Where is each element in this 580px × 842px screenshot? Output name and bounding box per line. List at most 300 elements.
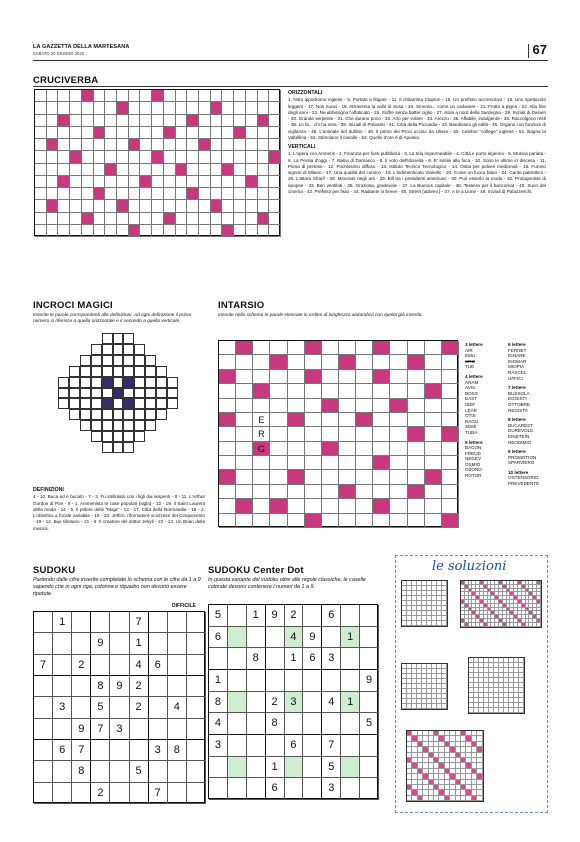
crossword-cell[interactable] bbox=[269, 225, 281, 237]
crossword-cell[interactable] bbox=[258, 127, 270, 139]
crossword-cell[interactable] bbox=[105, 151, 117, 163]
sudoku-cell[interactable] bbox=[360, 692, 379, 714]
intarsio-cell[interactable] bbox=[253, 485, 270, 499]
sudoku-grid[interactable] bbox=[33, 611, 205, 803]
sudoku-cell[interactable] bbox=[34, 783, 53, 804]
crossword-cell[interactable] bbox=[70, 127, 82, 139]
crossword-cell[interactable] bbox=[211, 90, 223, 102]
crossword-cell[interactable] bbox=[82, 139, 94, 151]
intarsio-cell[interactable] bbox=[442, 384, 459, 398]
crossword-cell[interactable] bbox=[187, 213, 199, 225]
sudoku-cell[interactable] bbox=[303, 778, 322, 800]
crossword-cell[interactable] bbox=[269, 200, 281, 212]
crossword-cell[interactable] bbox=[82, 225, 94, 237]
crossword-cell[interactable] bbox=[234, 200, 246, 212]
crossword-cell[interactable] bbox=[258, 200, 270, 212]
crossword-cell[interactable] bbox=[129, 164, 141, 176]
intarsio-cell[interactable] bbox=[236, 485, 253, 499]
crossword-cell[interactable] bbox=[269, 115, 281, 127]
crossword-cell[interactable] bbox=[187, 200, 199, 212]
magic-cell[interactable] bbox=[113, 333, 124, 344]
crossword-cell[interactable] bbox=[117, 176, 129, 188]
crossword-cell[interactable] bbox=[164, 164, 176, 176]
sudoku-cell[interactable] bbox=[266, 735, 285, 757]
crossword-cell[interactable] bbox=[164, 151, 176, 163]
crossword-cell[interactable] bbox=[211, 188, 223, 200]
sudoku-cell[interactable] bbox=[110, 697, 129, 718]
magic-cell[interactable] bbox=[134, 398, 145, 409]
crossword-cell[interactable] bbox=[211, 164, 223, 176]
intarsio-cell[interactable] bbox=[390, 499, 407, 513]
crossword-cell[interactable] bbox=[164, 176, 176, 188]
crossword-cell[interactable] bbox=[82, 176, 94, 188]
magic-cell[interactable] bbox=[145, 398, 156, 409]
crossword-cell[interactable] bbox=[35, 102, 47, 114]
magic-cell[interactable] bbox=[102, 409, 113, 420]
crossword-cell[interactable] bbox=[246, 200, 258, 212]
intarsio-cell[interactable] bbox=[288, 370, 305, 384]
intarsio-cell[interactable] bbox=[373, 485, 390, 499]
sudoku-cell[interactable] bbox=[168, 783, 187, 804]
sudoku-cell[interactable] bbox=[209, 648, 228, 670]
intarsio-cell[interactable] bbox=[322, 427, 339, 441]
sudoku-cell[interactable] bbox=[149, 719, 168, 740]
sudoku-cell[interactable] bbox=[285, 713, 304, 735]
intarsio-cell[interactable] bbox=[442, 370, 459, 384]
crossword-cell[interactable] bbox=[58, 188, 70, 200]
crossword-cell[interactable] bbox=[129, 188, 141, 200]
intarsio-cell[interactable] bbox=[408, 413, 425, 427]
crossword-cell[interactable] bbox=[187, 102, 199, 114]
magic-cell[interactable] bbox=[156, 377, 167, 388]
crossword-cell[interactable] bbox=[82, 151, 94, 163]
crossword-cell[interactable] bbox=[129, 115, 141, 127]
crossword-cell[interactable] bbox=[234, 176, 246, 188]
intarsio-cell[interactable] bbox=[219, 485, 236, 499]
crossword-cell[interactable] bbox=[152, 115, 164, 127]
sudoku-cell[interactable] bbox=[34, 676, 53, 697]
magic-cell[interactable] bbox=[145, 388, 156, 399]
crossword-cell[interactable] bbox=[234, 115, 246, 127]
crossword-cell[interactable] bbox=[117, 139, 129, 151]
intarsio-cell[interactable] bbox=[219, 399, 236, 413]
crossword-cell[interactable] bbox=[258, 139, 270, 151]
sudoku-cell[interactable] bbox=[187, 761, 206, 782]
magic-cell[interactable] bbox=[69, 366, 80, 377]
sudoku-cell[interactable] bbox=[360, 605, 379, 627]
intarsio-cell[interactable] bbox=[219, 442, 236, 456]
sudoku-cell[interactable] bbox=[209, 778, 228, 800]
intarsio-cell[interactable] bbox=[322, 514, 339, 528]
sudoku-cell[interactable] bbox=[228, 713, 247, 735]
magic-cell[interactable] bbox=[91, 420, 102, 431]
crossword-cell[interactable] bbox=[105, 127, 117, 139]
crossword-cell[interactable] bbox=[117, 115, 129, 127]
magic-cell[interactable] bbox=[102, 442, 113, 453]
crossword-cell[interactable] bbox=[176, 127, 188, 139]
sudoku-cell[interactable] bbox=[285, 757, 304, 779]
sudoku-cell[interactable] bbox=[72, 697, 91, 718]
crossword-cell[interactable] bbox=[211, 213, 223, 225]
intarsio-cell[interactable] bbox=[442, 355, 459, 369]
crossword-cell[interactable] bbox=[246, 102, 258, 114]
sudoku-cell[interactable] bbox=[228, 648, 247, 670]
crossword-cell[interactable] bbox=[222, 102, 234, 114]
intarsio-cell[interactable] bbox=[288, 442, 305, 456]
crossword-cell[interactable] bbox=[129, 176, 141, 188]
intarsio-cell[interactable] bbox=[390, 442, 407, 456]
magic-cell[interactable] bbox=[167, 388, 178, 399]
intarsio-cell[interactable] bbox=[425, 341, 442, 355]
intarsio-cell[interactable] bbox=[219, 355, 236, 369]
magic-cell[interactable] bbox=[91, 431, 102, 442]
sudoku-cell[interactable] bbox=[341, 778, 360, 800]
magic-cell[interactable] bbox=[91, 388, 102, 399]
magic-cell[interactable] bbox=[69, 388, 80, 399]
magic-cell[interactable] bbox=[102, 388, 113, 399]
crossword-cell[interactable] bbox=[94, 115, 106, 127]
sudoku-cell[interactable] bbox=[72, 783, 91, 804]
magic-cell[interactable] bbox=[113, 366, 124, 377]
intarsio-cell[interactable] bbox=[236, 442, 253, 456]
crossword-cell[interactable] bbox=[47, 127, 59, 139]
sudoku-cell[interactable] bbox=[247, 757, 266, 779]
crossword-cell[interactable] bbox=[176, 200, 188, 212]
intarsio-cell[interactable] bbox=[356, 399, 373, 413]
intarsio-cell[interactable] bbox=[356, 499, 373, 513]
sudoku-cell[interactable] bbox=[110, 783, 129, 804]
intarsio-cell[interactable] bbox=[390, 413, 407, 427]
intarsio-cell[interactable] bbox=[305, 485, 322, 499]
intarsio-cell[interactable] bbox=[339, 470, 356, 484]
magic-cell[interactable] bbox=[123, 420, 134, 431]
sudoku-cell[interactable] bbox=[266, 648, 285, 670]
magic-cell[interactable] bbox=[58, 398, 69, 409]
crossword-cell[interactable] bbox=[129, 102, 141, 114]
crossword-cell[interactable] bbox=[269, 188, 281, 200]
crossword-cell[interactable] bbox=[199, 151, 211, 163]
magic-cell[interactable] bbox=[123, 431, 134, 442]
sudoku-cell[interactable] bbox=[303, 735, 322, 757]
magic-cell[interactable] bbox=[113, 355, 124, 366]
magic-cell[interactable] bbox=[113, 398, 124, 409]
crossword-cell[interactable] bbox=[70, 102, 82, 114]
intarsio-cell[interactable] bbox=[236, 355, 253, 369]
magic-cell[interactable] bbox=[113, 409, 124, 420]
crossword-cell[interactable] bbox=[70, 90, 82, 102]
magic-cell[interactable] bbox=[156, 409, 167, 420]
crossword-cell[interactable] bbox=[129, 200, 141, 212]
intarsio-cell[interactable] bbox=[305, 384, 322, 398]
crossword-cell[interactable] bbox=[234, 151, 246, 163]
intarsio-cell[interactable] bbox=[253, 399, 270, 413]
sudoku-cell[interactable] bbox=[187, 633, 206, 654]
crossword-cell[interactable] bbox=[222, 213, 234, 225]
crossword-cell[interactable] bbox=[187, 139, 199, 151]
crossword-cell[interactable] bbox=[234, 225, 246, 237]
magic-cell[interactable] bbox=[102, 355, 113, 366]
crossword-cell[interactable] bbox=[269, 164, 281, 176]
intarsio-cell[interactable] bbox=[270, 514, 287, 528]
crossword-cell[interactable] bbox=[47, 151, 59, 163]
sudoku-cell[interactable] bbox=[91, 761, 110, 782]
intarsio-cell[interactable] bbox=[356, 470, 373, 484]
crossword-cell[interactable] bbox=[176, 213, 188, 225]
crossword-cell[interactable] bbox=[211, 139, 223, 151]
sudoku-cell[interactable] bbox=[130, 783, 149, 804]
crossword-cell[interactable] bbox=[47, 164, 59, 176]
crossword-cell[interactable] bbox=[234, 90, 246, 102]
magic-cell[interactable] bbox=[58, 377, 69, 388]
crossword-cell[interactable] bbox=[187, 225, 199, 237]
crossword-cell[interactable] bbox=[199, 90, 211, 102]
crossword-cell[interactable] bbox=[269, 102, 281, 114]
intarsio-cell[interactable] bbox=[408, 470, 425, 484]
intarsio-cell[interactable] bbox=[322, 485, 339, 499]
crossword-cell[interactable] bbox=[117, 164, 129, 176]
crossword-cell[interactable] bbox=[211, 151, 223, 163]
sudoku-cell[interactable] bbox=[110, 740, 129, 761]
crossword-cell[interactable] bbox=[140, 164, 152, 176]
crossword-cell[interactable] bbox=[94, 213, 106, 225]
crossword-cell[interactable] bbox=[117, 213, 129, 225]
crossword-cell[interactable] bbox=[269, 213, 281, 225]
crossword-cell[interactable] bbox=[58, 164, 70, 176]
crossword-cell[interactable] bbox=[117, 127, 129, 139]
crossword-cell[interactable] bbox=[35, 164, 47, 176]
intarsio-cell[interactable] bbox=[373, 384, 390, 398]
crossword-cell[interactable] bbox=[35, 127, 47, 139]
intarsio-cell[interactable] bbox=[356, 442, 373, 456]
crossword-cell[interactable] bbox=[105, 213, 117, 225]
intarsio-cell[interactable] bbox=[288, 514, 305, 528]
crossword-cell[interactable] bbox=[176, 225, 188, 237]
crossword-cell[interactable] bbox=[58, 213, 70, 225]
intarsio-cell[interactable] bbox=[253, 470, 270, 484]
sudoku-cell[interactable] bbox=[34, 697, 53, 718]
intarsio-cell[interactable] bbox=[425, 514, 442, 528]
intarsio-cell[interactable] bbox=[322, 370, 339, 384]
crossword-cell[interactable] bbox=[47, 115, 59, 127]
intarsio-cell[interactable] bbox=[339, 456, 356, 470]
sudoku-cell[interactable] bbox=[168, 655, 187, 676]
sudoku-cell[interactable] bbox=[149, 633, 168, 654]
intarsio-cell[interactable] bbox=[305, 427, 322, 441]
intarsio-cell[interactable] bbox=[390, 485, 407, 499]
crossword-cell[interactable] bbox=[70, 115, 82, 127]
crossword-cell[interactable] bbox=[187, 127, 199, 139]
sudoku-cell[interactable] bbox=[187, 655, 206, 676]
magic-cell[interactable] bbox=[145, 377, 156, 388]
crossword-cell[interactable] bbox=[222, 115, 234, 127]
crossword-cell[interactable] bbox=[211, 225, 223, 237]
crossword-cell[interactable] bbox=[70, 139, 82, 151]
crossword-grid[interactable] bbox=[34, 89, 280, 236]
intarsio-cell[interactable] bbox=[288, 399, 305, 413]
crossword-cell[interactable] bbox=[269, 139, 281, 151]
crossword-cell[interactable] bbox=[211, 127, 223, 139]
sudoku-cell[interactable] bbox=[247, 778, 266, 800]
sudoku-cell[interactable] bbox=[228, 757, 247, 779]
sudoku-cell[interactable] bbox=[228, 735, 247, 757]
crossword-cell[interactable] bbox=[199, 127, 211, 139]
magic-cell[interactable] bbox=[123, 409, 134, 420]
intarsio-cell[interactable] bbox=[356, 456, 373, 470]
sudoku-cell[interactable] bbox=[360, 778, 379, 800]
intarsio-cell[interactable] bbox=[425, 355, 442, 369]
crossword-cell[interactable] bbox=[58, 127, 70, 139]
sudoku-cell[interactable] bbox=[247, 627, 266, 649]
intarsio-cell[interactable] bbox=[425, 370, 442, 384]
sudoku-cell[interactable] bbox=[91, 612, 110, 633]
intarsio-cell[interactable] bbox=[339, 341, 356, 355]
crossword-cell[interactable] bbox=[35, 200, 47, 212]
intarsio-cell[interactable] bbox=[253, 341, 270, 355]
crossword-cell[interactable] bbox=[246, 151, 258, 163]
intarsio-cell[interactable] bbox=[425, 399, 442, 413]
crossword-cell[interactable] bbox=[47, 102, 59, 114]
crossword-cell[interactable] bbox=[105, 188, 117, 200]
intarsio-cell[interactable] bbox=[270, 442, 287, 456]
intarsio-cell[interactable] bbox=[390, 370, 407, 384]
sudoku-cell[interactable] bbox=[53, 655, 72, 676]
sudoku-cell[interactable] bbox=[34, 633, 53, 654]
sudoku-cell[interactable] bbox=[187, 697, 206, 718]
magic-cell[interactable] bbox=[102, 333, 113, 344]
sudoku-cell[interactable] bbox=[72, 633, 91, 654]
crossword-cell[interactable] bbox=[152, 176, 164, 188]
crossword-cell[interactable] bbox=[246, 127, 258, 139]
intarsio-cell[interactable] bbox=[373, 427, 390, 441]
intarsio-cell[interactable] bbox=[442, 499, 459, 513]
sudoku-cell[interactable] bbox=[228, 692, 247, 714]
sudoku-cell[interactable] bbox=[91, 655, 110, 676]
crossword-cell[interactable] bbox=[58, 151, 70, 163]
sudoku-cell[interactable] bbox=[322, 670, 341, 692]
intarsio-cell[interactable] bbox=[356, 370, 373, 384]
sudoku-cell[interactable] bbox=[53, 676, 72, 697]
intarsio-cell[interactable] bbox=[425, 485, 442, 499]
intarsio-cell[interactable] bbox=[408, 456, 425, 470]
crossword-cell[interactable] bbox=[94, 90, 106, 102]
crossword-cell[interactable] bbox=[140, 225, 152, 237]
sudoku-cell[interactable] bbox=[72, 612, 91, 633]
intarsio-cell[interactable] bbox=[270, 341, 287, 355]
intarsio-cell[interactable] bbox=[390, 470, 407, 484]
crossword-cell[interactable] bbox=[234, 139, 246, 151]
crossword-cell[interactable] bbox=[35, 115, 47, 127]
magic-cell[interactable] bbox=[123, 344, 134, 355]
crossword-cell[interactable] bbox=[35, 176, 47, 188]
sudoku-cell[interactable] bbox=[360, 648, 379, 670]
crossword-cell[interactable] bbox=[176, 176, 188, 188]
crossword-cell[interactable] bbox=[176, 90, 188, 102]
crossword-cell[interactable] bbox=[70, 164, 82, 176]
magic-cell[interactable] bbox=[123, 355, 134, 366]
crossword-cell[interactable] bbox=[199, 213, 211, 225]
sudoku-cell[interactable] bbox=[322, 713, 341, 735]
crossword-cell[interactable] bbox=[35, 213, 47, 225]
sudoku-cell[interactable] bbox=[303, 692, 322, 714]
crossword-cell[interactable] bbox=[140, 188, 152, 200]
intarsio-cell[interactable] bbox=[408, 442, 425, 456]
crossword-cell[interactable] bbox=[152, 127, 164, 139]
intarsio-cell[interactable] bbox=[356, 355, 373, 369]
intarsio-cell[interactable] bbox=[305, 470, 322, 484]
magic-cell[interactable] bbox=[69, 377, 80, 388]
intarsio-cell[interactable] bbox=[442, 456, 459, 470]
crossword-cell[interactable] bbox=[176, 139, 188, 151]
crossword-cell[interactable] bbox=[47, 213, 59, 225]
intarsio-cell[interactable] bbox=[270, 384, 287, 398]
intarsio-cell[interactable] bbox=[305, 442, 322, 456]
crossword-cell[interactable] bbox=[234, 164, 246, 176]
crossword-cell[interactable] bbox=[94, 200, 106, 212]
crossword-cell[interactable] bbox=[58, 225, 70, 237]
sudoku-cell[interactable] bbox=[187, 676, 206, 697]
intarsio-cell[interactable] bbox=[322, 456, 339, 470]
crossword-cell[interactable] bbox=[164, 200, 176, 212]
intarsio-cell[interactable] bbox=[270, 470, 287, 484]
intarsio-cell[interactable] bbox=[288, 499, 305, 513]
crossword-cell[interactable] bbox=[187, 164, 199, 176]
sudoku-cell[interactable] bbox=[53, 761, 72, 782]
magic-cell[interactable] bbox=[123, 442, 134, 453]
sudoku-cell[interactable] bbox=[72, 676, 91, 697]
magic-cell[interactable] bbox=[91, 344, 102, 355]
crossword-cell[interactable] bbox=[211, 115, 223, 127]
crossword-cell[interactable] bbox=[94, 151, 106, 163]
crossword-cell[interactable] bbox=[117, 188, 129, 200]
crossword-cell[interactable] bbox=[269, 90, 281, 102]
crossword-cell[interactable] bbox=[246, 139, 258, 151]
sudoku-cell[interactable] bbox=[187, 740, 206, 761]
crossword-cell[interactable] bbox=[211, 176, 223, 188]
crossword-cell[interactable] bbox=[105, 200, 117, 212]
crossword-cell[interactable] bbox=[140, 127, 152, 139]
intarsio-cell[interactable] bbox=[322, 341, 339, 355]
intarsio-cell[interactable] bbox=[339, 370, 356, 384]
magic-cell[interactable] bbox=[113, 344, 124, 355]
crossword-cell[interactable] bbox=[164, 102, 176, 114]
crossword-cell[interactable] bbox=[35, 225, 47, 237]
crossword-cell[interactable] bbox=[246, 90, 258, 102]
crossword-cell[interactable] bbox=[82, 127, 94, 139]
crossword-cell[interactable] bbox=[222, 139, 234, 151]
magic-cell[interactable] bbox=[156, 388, 167, 399]
intarsio-cell[interactable] bbox=[270, 456, 287, 470]
magic-cell[interactable] bbox=[134, 355, 145, 366]
magic-cell[interactable] bbox=[102, 344, 113, 355]
crossword-cell[interactable] bbox=[222, 200, 234, 212]
crossword-cell[interactable] bbox=[164, 139, 176, 151]
crossword-cell[interactable] bbox=[82, 115, 94, 127]
sudoku-cell[interactable] bbox=[228, 627, 247, 649]
intarsio-given-letter[interactable]: E bbox=[253, 413, 270, 427]
sudoku-cell[interactable] bbox=[228, 670, 247, 692]
sudoku-cell[interactable] bbox=[110, 761, 129, 782]
intarsio-cell[interactable] bbox=[356, 427, 373, 441]
intarsio-cell[interactable] bbox=[253, 355, 270, 369]
intarsio-cell[interactable] bbox=[390, 341, 407, 355]
sudoku-cell[interactable] bbox=[360, 627, 379, 649]
intarsio-cell[interactable] bbox=[219, 427, 236, 441]
intarsio-cell[interactable] bbox=[442, 399, 459, 413]
crossword-cell[interactable] bbox=[269, 176, 281, 188]
intarsio-cell[interactable] bbox=[236, 514, 253, 528]
crossword-cell[interactable] bbox=[35, 188, 47, 200]
sudoku-cell[interactable] bbox=[130, 719, 149, 740]
